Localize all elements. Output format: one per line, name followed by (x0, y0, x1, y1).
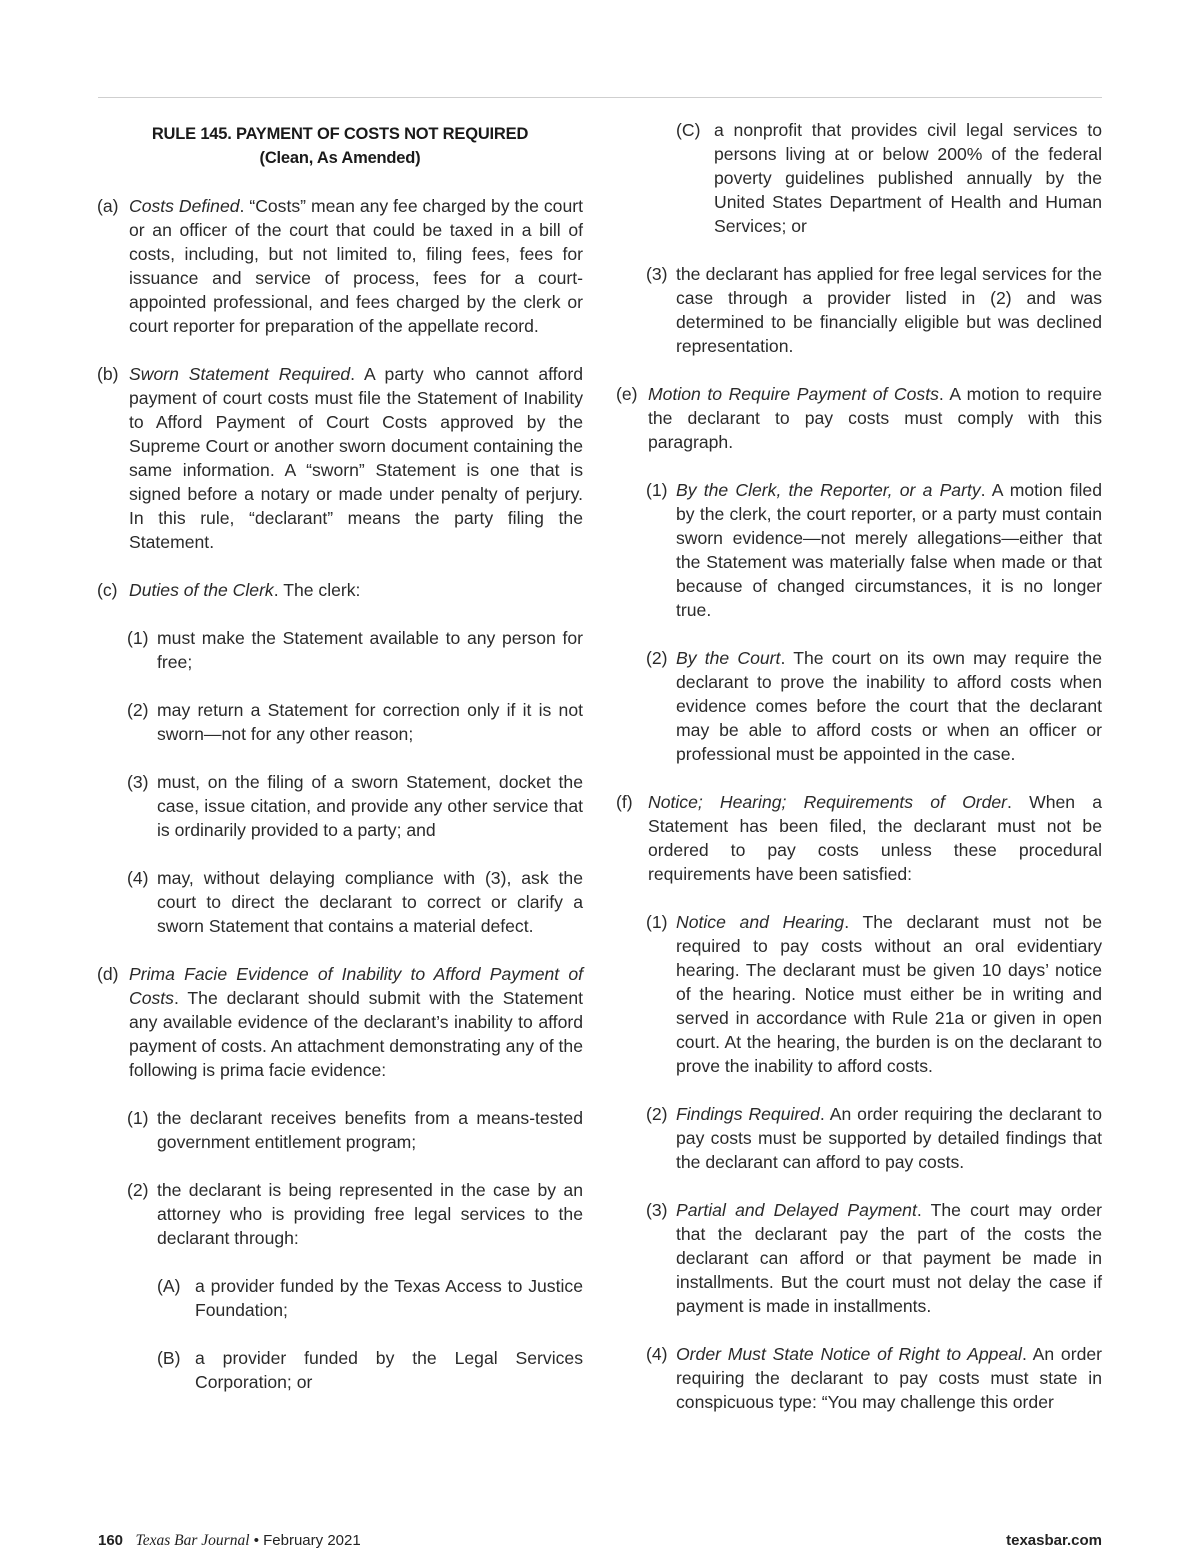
paragraph-heading: Prima Facie Evidence of Inability to Afford Payment of Costs (129, 964, 583, 1008)
paragraph-label: (a) (97, 196, 119, 216)
item-label: (3) (646, 1200, 668, 1220)
list-item (97, 770, 583, 842)
item-text: must make the Statement available to any person for free; (157, 628, 583, 672)
subitem-text: a provider funded by the Legal Services Corporation; or (195, 1348, 583, 1392)
rule-title-line1: RULE 145. PAYMENT OF COSTS NOT REQUIRED (151, 125, 529, 143)
issue-date: February 2021 (263, 1532, 361, 1549)
item-text: . The court may order that the declarant pay the part of the costs the declarant can afford or that payment be made in installments. But the court must not delay the case if payment is made in installments. (676, 1200, 1102, 1316)
paragraph-text: . A motion to require the declarant to pay costs must comply with this paragraph. (648, 384, 1102, 452)
left-column (97, 118, 583, 1418)
item-label: (3) (127, 772, 149, 792)
paragraph-text: . When a Statement has been filed, the declarant must not be ordered to pay costs unless these procedural requirements have been satisfied: (648, 792, 1102, 884)
list-item (97, 1178, 583, 1250)
item-text: . An order requiring the declarant to pay costs must be supported by detailed findings that the declarant can afford to pay costs. (676, 1104, 1102, 1172)
item-heading: Order Must State Notice of Right to Appeal (676, 1344, 1022, 1364)
paragraph-label: (e) (616, 384, 638, 404)
rule-title (97, 122, 583, 170)
item-label: (3) (646, 264, 668, 284)
list-item (97, 698, 583, 746)
header-rule (98, 97, 1102, 98)
paragraph-text: . “Costs” mean any fee charged by the court or an officer of the court that could be taxed in a bill of costs, including, but not limited to, filing fees, fees for issuance and service of process, fees for a court-appointed professional, and fees charged by the clerk or court reporter for preparation of the appellate record. (129, 196, 583, 336)
paragraph-c (97, 578, 583, 602)
list-item (616, 910, 1102, 1078)
list-item (97, 866, 583, 938)
paragraph-label: (b) (97, 364, 119, 384)
list-item (616, 646, 1102, 766)
page-number: 160 (98, 1532, 124, 1549)
item-label: (1) (646, 480, 668, 500)
page-footer (98, 1532, 361, 1550)
item-heading: Findings Required (676, 1104, 820, 1124)
item-label: (2) (127, 1180, 149, 1200)
list-item (97, 1106, 583, 1154)
list-subitem (97, 1274, 583, 1322)
paragraph-label: (c) (97, 580, 118, 600)
item-heading: Notice and Hearing (676, 912, 845, 932)
list-item (616, 1342, 1102, 1414)
item-text: must, on the filing of a sworn Statement, docket the case, issue citation, and provide any other service that is ordinarily provided to a party; and (157, 772, 583, 840)
right-column (616, 118, 1102, 1438)
item-label: (4) (127, 868, 149, 888)
list-item (616, 1102, 1102, 1174)
item-label: (1) (646, 912, 668, 932)
item-heading: By the Court (676, 648, 781, 668)
paragraph-heading: Notice; Hearing; Requirements of Order (648, 792, 1008, 812)
paragraph-text: . The clerk: (273, 580, 361, 600)
paragraph-heading: Duties of the Clerk (129, 580, 274, 600)
item-heading: Partial and Delayed Payment (676, 1200, 917, 1220)
item-text: the declarant receives benefits from a means-tested government entitlement program; (157, 1108, 583, 1152)
paragraph-heading: Motion to Require Payment of Costs (648, 384, 939, 404)
list-subitem (616, 118, 1102, 238)
paragraph-label: (d) (97, 964, 119, 984)
item-text: . The declarant must not be required to pay costs without an oral evidentiary hearing. The declarant must be given 10 days’ notice of the hearing. Notice must either be in writing and served in accordance with Rule 21a or given in open court. At the hearing, the burden is on the declarant to prove the inability to afford costs. (676, 912, 1102, 1076)
item-label: (4) (646, 1344, 668, 1364)
subitem-text: a nonprofit that provides civil legal services to persons living at or below 200% of the federal poverty guidelines published annually by the United States Department of Health and Human Services; or (714, 120, 1102, 236)
subitem-text: a provider funded by the Texas Access to Justice Foundation; (195, 1276, 583, 1320)
item-label: (1) (127, 1108, 149, 1128)
paragraph-b (97, 362, 583, 554)
subitem-label: (B) (157, 1348, 181, 1368)
journal-name: Texas Bar Journal (135, 1532, 250, 1549)
paragraph-f (616, 790, 1102, 886)
paragraph-text: . The declarant should submit with the Statement any available evidence of the declarant’s inability to afford payment of costs. An attachment demonstrating any of the following is prima facie evidence: (129, 988, 583, 1080)
item-text: may, without delaying compliance with (3), ask the court to direct the declarant to correct or clarify a sworn Statement that contains a material defect. (157, 868, 583, 936)
list-item (616, 478, 1102, 622)
paragraph-text: . A party who cannot afford payment of court costs must file the Statement of Inability to Afford Payment of Court Costs approved by the Supreme Court or another sworn document containing the same information. A “sworn” Statement is one that is signed before a notary or made under penalty of perjury. In this rule, “declarant” means the party filing the Statement. (129, 364, 583, 552)
rule-title-line2: (Clean, As Amended) (259, 149, 421, 167)
item-text: may return a Statement for correction only if it is not sworn—not for any other reason; (157, 700, 583, 744)
site-url: texasbar.com (1006, 1532, 1102, 1549)
item-label: (2) (646, 648, 668, 668)
item-text: . A motion filed by the clerk, the court reporter, or a party must contain sworn evidence—not merely allegations—either that the Statement was materially false when made or that because of changed circumstances, it is no longer true. (676, 480, 1102, 620)
paragraph-e (616, 382, 1102, 454)
item-text: . The court on its own may require the declarant to prove the inability to afford costs when evidence comes before the court that the declarant may be able to afford costs or when an officer or professional must be appointed in the case. (676, 648, 1102, 764)
item-label: (1) (127, 628, 149, 648)
paragraph-heading: Costs Defined (129, 196, 240, 216)
footer-separator: • (253, 1532, 259, 1549)
paragraph-a (97, 194, 583, 338)
item-heading: By the Clerk, the Reporter, or a Party (676, 480, 981, 500)
item-text: the declarant is being represented in the case by an attorney who is providing free legal services to the declarant through: (157, 1180, 583, 1248)
list-item (97, 626, 583, 674)
list-item (616, 1198, 1102, 1318)
list-item (616, 262, 1102, 358)
item-text: the declarant has applied for free legal services for the case through a provider listed in (2) and was determined to be financially eligible but was declined representation. (676, 264, 1102, 356)
subitem-label: (C) (676, 120, 701, 140)
item-label: (2) (646, 1104, 668, 1124)
paragraph-heading: Sworn Statement Required (129, 364, 351, 384)
paragraph-label: (f) (616, 792, 633, 812)
subitem-label: (A) (157, 1276, 181, 1296)
list-subitem (97, 1346, 583, 1394)
paragraph-d (97, 962, 583, 1082)
item-text: . An order requiring the declarant to pay costs must state in conspicuous type: “You may challenge this order (676, 1344, 1102, 1412)
item-label: (2) (127, 700, 149, 720)
